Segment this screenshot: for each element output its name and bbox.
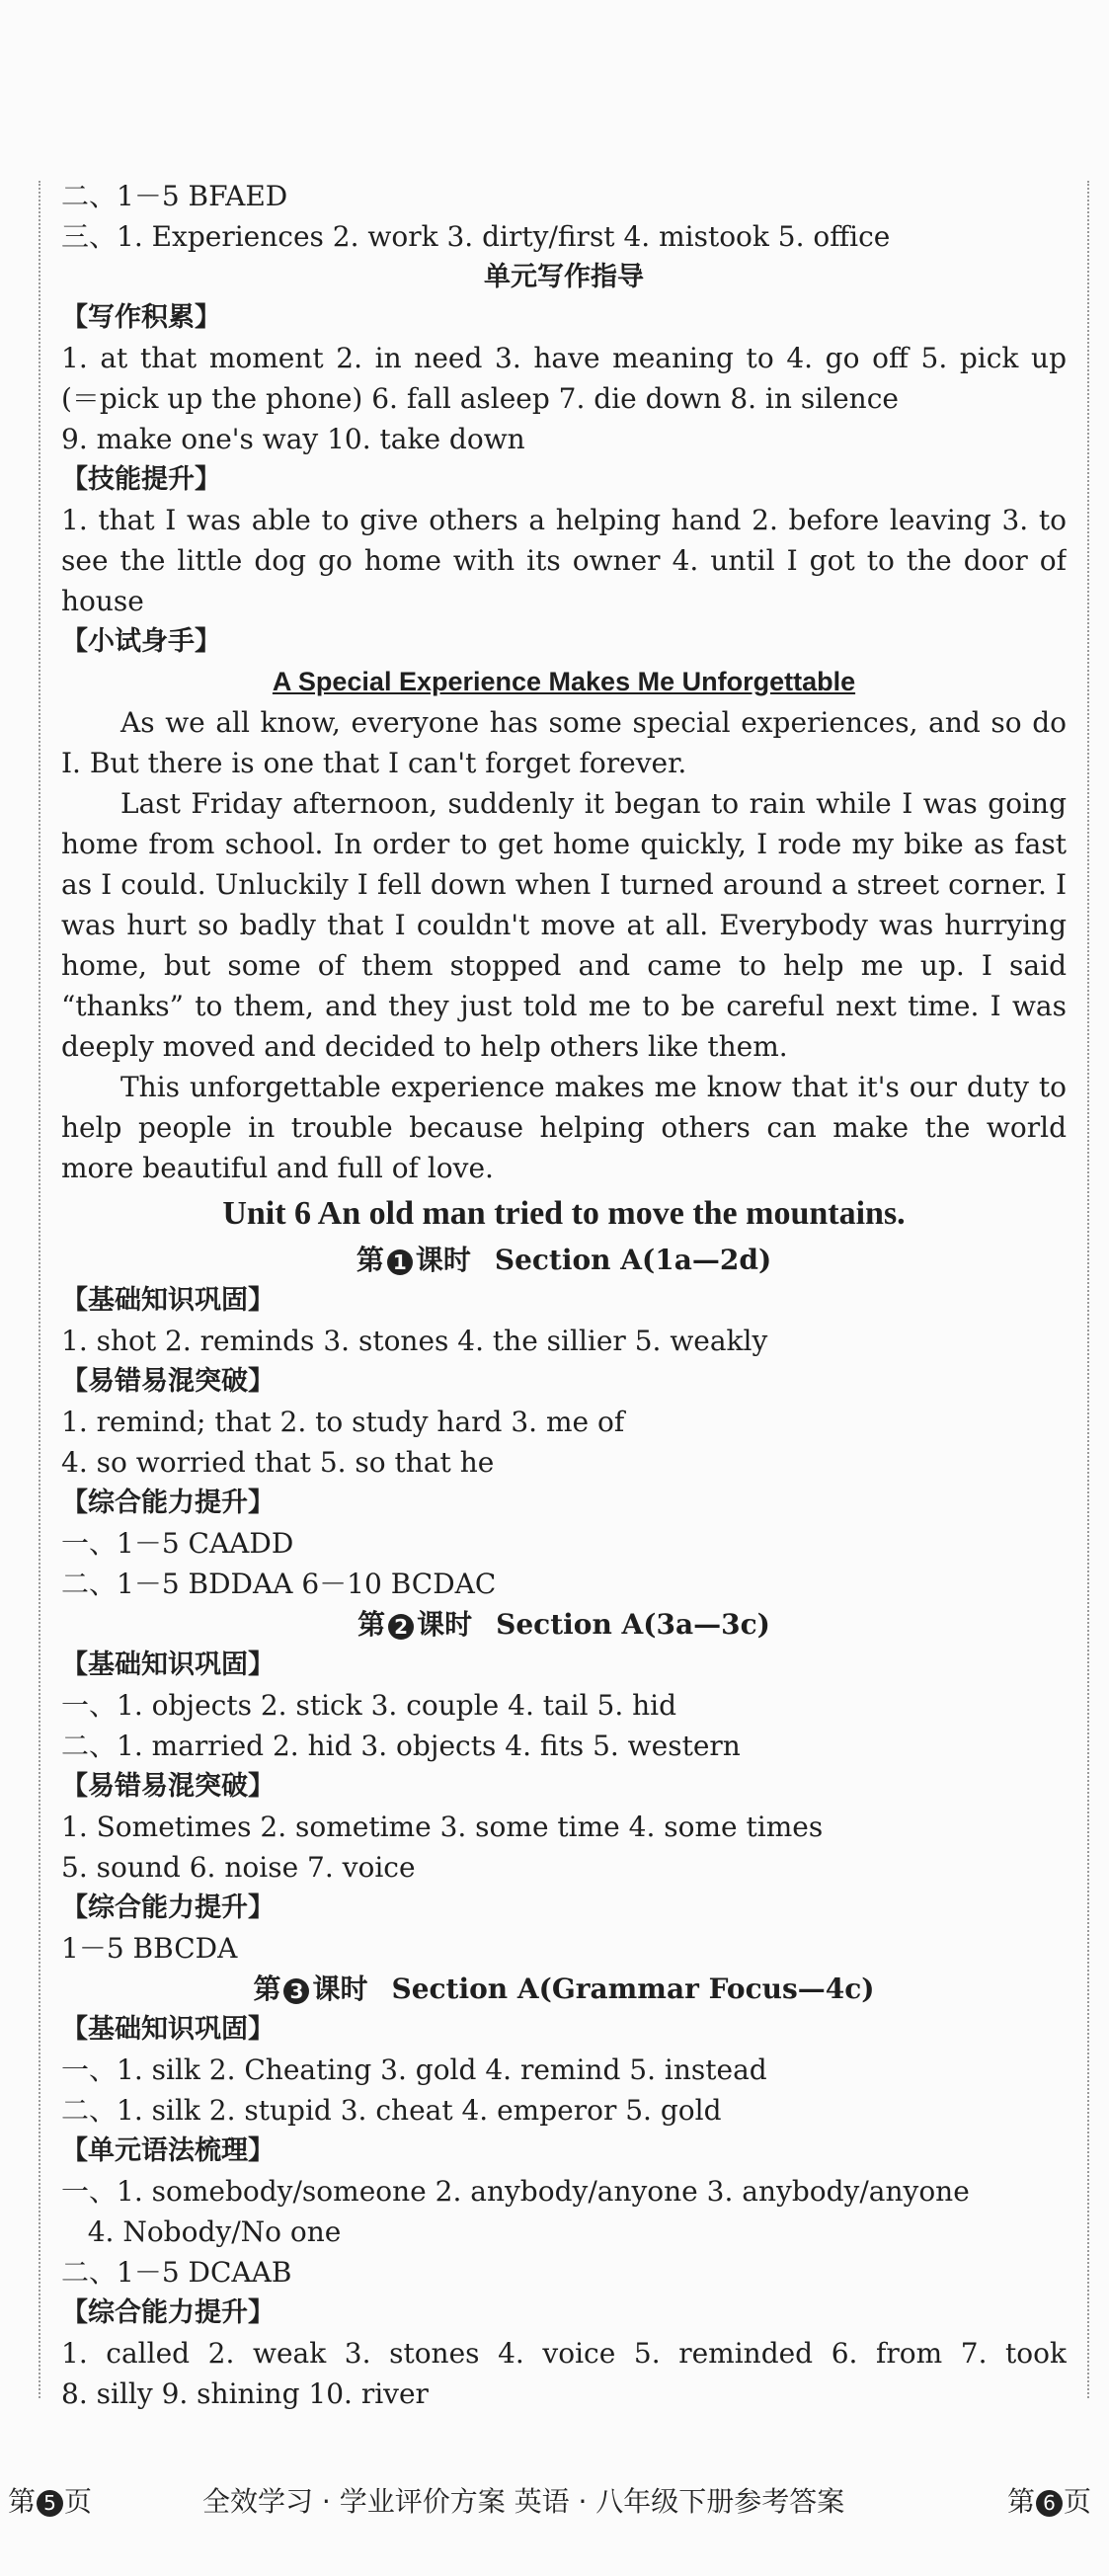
answer-line: 1. shot 2. reminds 3. stones 4. the sillier 5. weakly xyxy=(61,1325,768,1357)
answer-line: 1. called 2. weak 3. stones 4. voice 5. reminded 6. from 7. took xyxy=(61,2337,1067,2370)
answer-line: 1. Sometimes 2. sometime 3. some time 4. some times xyxy=(61,1811,824,1843)
answer-line: (＝pick up the phone) 6. fall asleep 7. die down 8. in silence xyxy=(61,382,899,415)
answer-line: 一、1. silk 2. Cheating 3. gold 4. remind 5. instead xyxy=(61,2053,767,2086)
essay-paragraph: This unforgettable experience makes me know that it's our duty to help people in trouble because helping others can make the world more beautiful and full of love. xyxy=(61,1071,1067,1184)
answer-line: 4. so worried that 5. so that he xyxy=(61,1446,495,1479)
answer-line: see the little dog go home with its owner 4. until I got to the door of xyxy=(61,544,1067,577)
right-margin-rule xyxy=(1087,181,1089,2398)
answer-content xyxy=(61,176,1067,2414)
answer-line: 二、1－5 DCAAB xyxy=(61,2256,292,2289)
answer-line: 5. sound 6. noise 7. voice xyxy=(61,1851,416,1884)
section-label: Section A(3a—3c) xyxy=(496,1608,770,1641)
page-number-right: 第 6 页 xyxy=(1006,2485,1091,2518)
answer-line: 9. make one's way 10. take down xyxy=(61,423,525,455)
lesson-heading: 第 2 课时 Section A(3a—3c) xyxy=(357,1608,770,1641)
answer-line: 二、1－5 BDDAA 6－10 BCDAC xyxy=(61,1568,497,1600)
category-label: 【小试身手】 xyxy=(61,626,221,657)
lesson-heading: 第 1 课时 Section A(1a—2d) xyxy=(356,1244,772,1276)
lesson-number-badge: 1 xyxy=(387,1249,413,1275)
lesson-heading: 第 3 课时 Section A(Grammar Focus—4c) xyxy=(253,1972,875,2005)
answer-line: 三、1. Experiences 2. work 3. dirty/first 4. mistook 5. office xyxy=(61,220,891,253)
answer-line: house xyxy=(61,585,144,617)
unit-title: Unit 6 An old man tried to move the mountains. xyxy=(222,1195,906,1232)
answer-line: 二、1. married 2. hid 3. objects 4. fits 5. western xyxy=(61,1730,741,1762)
category-label: 【基础知识巩固】 xyxy=(61,2014,275,2045)
category-label: 【基础知识巩固】 xyxy=(61,1650,275,1680)
answer-line: 一、1－5 CAADD xyxy=(61,1527,294,1560)
answer-line: 一、1. somebody/someone 2. anybody/anyone 3. anybody/anyone xyxy=(61,2175,970,2208)
answer-line: 1. at that moment 2. in need 3. have meaning to 4. go off 5. pick up xyxy=(61,342,1067,374)
category-label: 【基础知识巩固】 xyxy=(61,1285,275,1316)
page-footer xyxy=(0,2474,1109,2524)
answer-line: 1. remind; that 2. to study hard 3. me of xyxy=(61,1406,625,1438)
answer-line: 二、1. silk 2. stupid 3. cheat 4. emperor 5. gold xyxy=(61,2094,722,2127)
category-label: 【综合能力提升】 xyxy=(61,1488,275,1518)
category-label: 【易错易混突破】 xyxy=(61,1771,275,1802)
essay-paragraph: Last Friday afternoon, suddenly it began to rain while I was going home from school. In order to get home quickly, I rode my bike as fast as I could. Unluckily I fell down when I turned around a street corner. I was hurt so badly that I couldn't move at all. Everybody was hurrying home, but some of them stopped and came to help me up. I said “thanks” to them, and they just told me to be careful next time. I was deeply moved and decided to help others like them. xyxy=(61,787,1067,1063)
page-number-badge: 6 xyxy=(1036,2490,1063,2517)
essay-title: A Special Experience Makes Me Unforgettable xyxy=(272,667,856,696)
category-label: 【技能提升】 xyxy=(61,464,221,495)
answer-line: 1. that I was able to give others a helping hand 2. before leaving 3. to xyxy=(61,504,1067,536)
section-label: Section A(1a—2d) xyxy=(494,1244,772,1276)
page-number-badge: 5 xyxy=(37,2490,63,2517)
answer-line: 8. silly 9. shining 10. river xyxy=(61,2377,429,2410)
writing-guide-title: 单元写作指导 xyxy=(484,262,644,291)
answer-line: 一、1. objects 2. stick 3. couple 4. tail 5. hid xyxy=(61,1689,677,1722)
category-label: 【单元语法梳理】 xyxy=(61,2135,275,2166)
page-number-left: 第 5 页 xyxy=(8,2485,93,2518)
left-margin-rule xyxy=(39,181,40,2398)
answer-line: 1－5 BBCDA xyxy=(61,1932,238,1965)
answer-line: 4. Nobody/No one xyxy=(61,2215,342,2248)
lesson-number-badge: 3 xyxy=(283,1978,309,2004)
answer-line: 二、1－5 BFAED xyxy=(61,180,288,212)
category-label: 【综合能力提升】 xyxy=(61,2297,275,2328)
category-label: 【写作积累】 xyxy=(61,302,221,333)
category-label: 【综合能力提升】 xyxy=(61,1892,275,1923)
essay-paragraph: As we all know, everyone has some special experiences, and so do I. But there is one that I can't forget forever. xyxy=(61,706,1067,779)
footer-book-title: 全效学习 · 学业评价方案 英语 · 八年级下册参考答案 xyxy=(202,2485,845,2518)
category-label: 【易错易混突破】 xyxy=(61,1366,275,1397)
section-label: Section A(Grammar Focus—4c) xyxy=(391,1972,875,2005)
lesson-number-badge: 2 xyxy=(388,1614,414,1640)
